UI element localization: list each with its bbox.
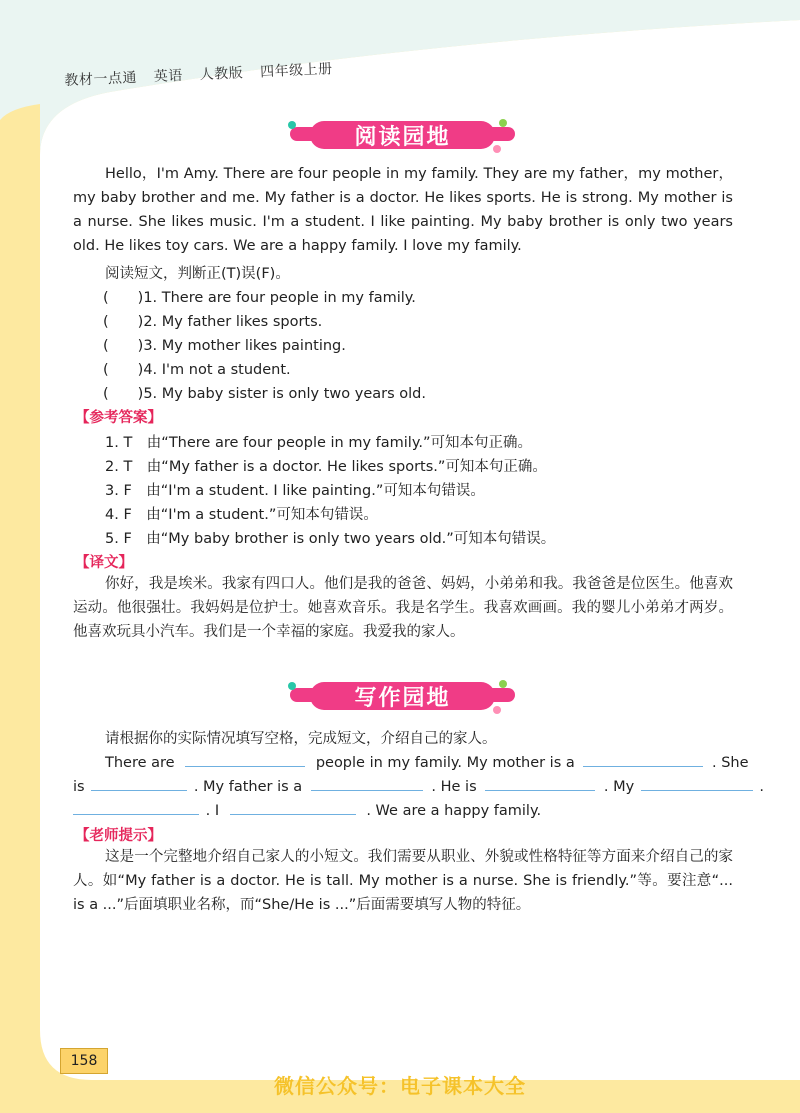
watermark: 微信公众号：电子课本大全 xyxy=(274,1074,526,1098)
answer-5: 5. F 由“My baby brother is only two years old.”可知本句错误。 xyxy=(105,531,556,547)
blank-father-trait[interactable] xyxy=(485,776,595,791)
question-3: ( )3. My mother likes painting. xyxy=(103,338,346,354)
fill-text: . We are a happy family. xyxy=(366,803,542,819)
fill-text: people in my family. My mother is a xyxy=(315,755,575,771)
subject-name: 英语 xyxy=(153,67,184,86)
fill-text: . I xyxy=(205,803,220,819)
question-2: ( )2. My father likes sports. xyxy=(103,314,323,330)
question-5: ( )5. My baby sister is only two years old. xyxy=(103,386,426,402)
fill-line-1 xyxy=(105,752,749,771)
blank-member-description[interactable] xyxy=(73,800,199,815)
teacher-tip-text: 这是一个完整地介绍自己家人的小短文。我们需要从职业、外貌或性格特征等方面来介绍自己的家人。如“My father is a doctor. He is tall. My mother is a nurse. She is friendly.”等。要注意“... is a ...”后面填职业名称，而“She/He is ...”后面需要填写人物的特征。 xyxy=(73,849,733,913)
answer-4: 4. F 由“I'm a student.”可知本句错误。 xyxy=(105,507,378,523)
blank-people-count[interactable] xyxy=(185,752,305,767)
reading-section-banner xyxy=(290,117,515,153)
teacher-tip-label: 【老师提示】 xyxy=(75,828,162,844)
writing-section-banner xyxy=(290,678,515,714)
fill-text: . xyxy=(759,779,764,795)
question-4: ( )4. I'm not a student. xyxy=(103,362,291,378)
grade-name: 四年级上册 xyxy=(259,61,333,81)
fill-text: . He is xyxy=(431,779,477,795)
translation-label: 【译文】 xyxy=(75,555,133,571)
answer-3: 3. F 由“I'm a student. I like painting.”可知本句错误。 xyxy=(105,483,485,499)
blank-mother-trait[interactable] xyxy=(91,776,187,791)
fill-text: There are xyxy=(105,755,175,771)
reading-section-title: 阅读园地 xyxy=(354,125,451,150)
writing-section-title: 写作园地 xyxy=(354,686,451,711)
blank-father-job[interactable] xyxy=(311,776,423,791)
book-name: 教材一点通 xyxy=(64,69,138,89)
reading-instruction: 阅读短文，判断正(T)误(F)。 xyxy=(105,266,290,282)
answer-1: 1. T 由“There are four people in my family.”可知本句正确。 xyxy=(105,435,532,451)
fill-text: . She xyxy=(711,755,749,771)
reading-passage: Hello，I'm Amy. There are four people in my family. They are my father，my mother，my baby brother and me. My father is a doctor. He likes sports. He is strong. My mother is a nurse. She likes music. I'm a student. I like painting. My baby brother is only two years old. He likes toy cars. We are a happy family. I love my family. xyxy=(73,166,733,254)
blank-mother-job[interactable] xyxy=(583,752,703,767)
edition-name: 人教版 xyxy=(199,65,244,84)
fill-text: . My father is a xyxy=(193,779,303,795)
writing-instruction: 请根据你的实际情况填写空格，完成短文，介绍自己的家人。 xyxy=(105,731,497,747)
answer-key-label: 【参考答案】 xyxy=(75,410,162,426)
blank-self-description[interactable] xyxy=(230,800,356,815)
translation-text: 你好，我是埃米。我家有四口人。他们是我的爸爸、妈妈，小弟弟和我。我爸爸是位医生。他喜欢运动。他很强壮。我妈妈是位护士。她喜欢音乐。我是名学生。我喜欢画画。我的婴儿小弟弟才两岁。他喜欢玩具小汽车。我们是一个幸福的家庭。我爱我的家人。 xyxy=(73,576,733,640)
fill-line-2 xyxy=(73,776,764,795)
answer-2: 2. T 由“My father is a doctor. He likes sports.”可知本句正确。 xyxy=(105,459,547,475)
question-1: ( )1. There are four people in my family. xyxy=(103,290,416,306)
fill-line-3 xyxy=(73,800,541,819)
fill-text: . My xyxy=(603,779,635,795)
blank-other-member[interactable] xyxy=(641,776,753,791)
fill-text: is xyxy=(73,779,85,795)
page-number: 158 xyxy=(60,1048,108,1074)
